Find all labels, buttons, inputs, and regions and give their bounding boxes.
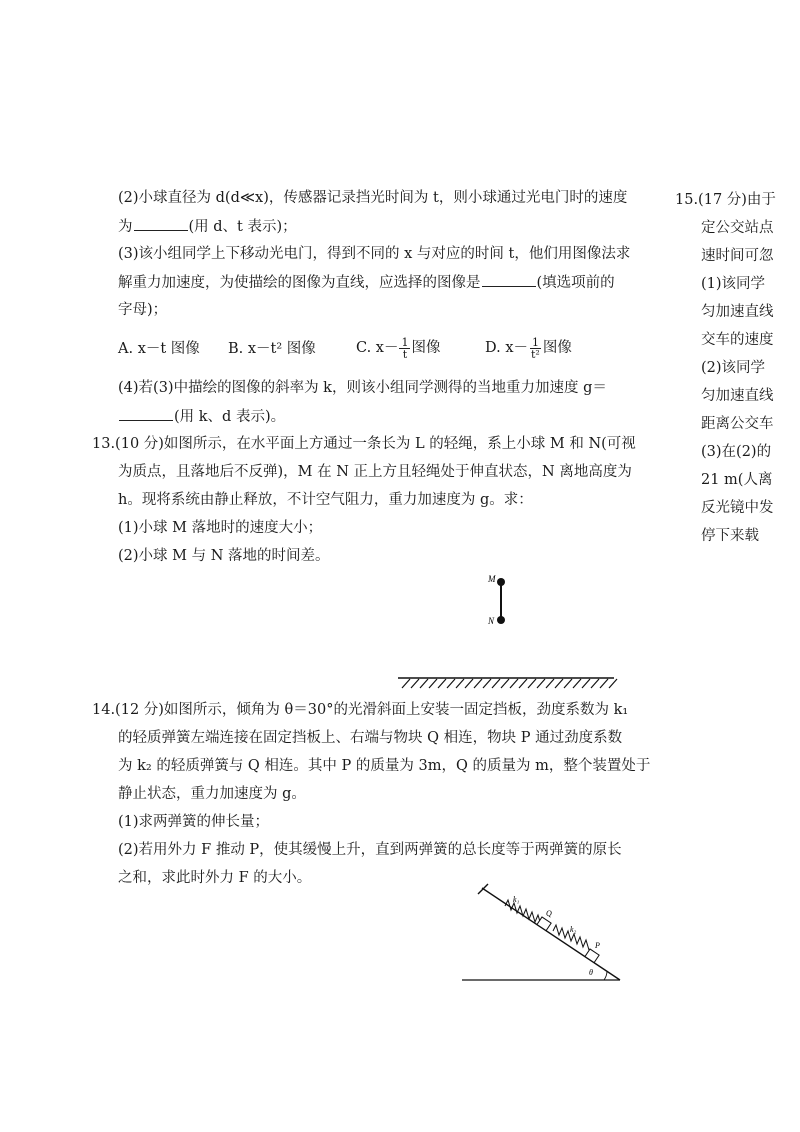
option-d-numerator: 1 bbox=[531, 335, 539, 349]
q14-line1: 14.(12 分)如图所示，倾角为 θ＝30°的光滑斜面上安装一固定挡板，劲度系数为 k₁ bbox=[92, 702, 629, 718]
hatch-mark bbox=[402, 679, 410, 688]
q15-line6: 交车的速度 bbox=[701, 332, 774, 348]
hatch-mark bbox=[420, 679, 428, 688]
block-p bbox=[585, 949, 599, 963]
q15-line3: 速时间可忽 bbox=[701, 248, 774, 264]
q12-part3-line1: (3)该小组同学上下移动光电门，得到不同的 x 与对应的时间 t，他们用图像法求 bbox=[118, 246, 631, 262]
hatch-mark bbox=[546, 679, 554, 688]
option-c-denominator: t bbox=[402, 347, 408, 361]
q14-sub2: (2)若用外力 F 推动 P，使其缓慢上升，直到两弹簧的总长度等于两弹簧的原长 bbox=[118, 842, 622, 858]
option-d-fraction bbox=[529, 337, 542, 360]
label-theta: θ bbox=[589, 968, 593, 977]
option-c-prefix: C. x－ bbox=[356, 340, 399, 356]
q14-sub1: (1)求两弹簧的伸长量； bbox=[118, 814, 270, 830]
answer-blank bbox=[134, 216, 188, 231]
q14-sub3: 之和，求此时外力 F 的大小。 bbox=[118, 870, 312, 886]
q13-sub2: (2)小球 M 与 N 落地的时间差。 bbox=[118, 548, 330, 564]
option-c-numerator: 1 bbox=[401, 335, 409, 349]
q13-line1: 13.(10 分)如图所示，在水平面上方通过一条长为 L 的轻绳，系上小球 M 和 N(可视 bbox=[92, 436, 636, 452]
q14-figure bbox=[462, 888, 632, 988]
hatch-mark bbox=[465, 679, 473, 688]
hatch-mark bbox=[411, 679, 419, 688]
hatch-mark bbox=[555, 679, 563, 688]
q12-part4-line1: (4)若(3)中描绘的图像的斜率为 k，则该小组同学测得的当地重力加速度 g＝ bbox=[118, 380, 607, 396]
q12-part3-line3: 字母)； bbox=[118, 302, 168, 318]
answer-blank bbox=[482, 272, 536, 287]
q15-line7: (2)该同学 bbox=[701, 360, 766, 376]
hatch-mark bbox=[474, 679, 482, 688]
hatch-mark bbox=[429, 679, 437, 688]
q14-line2: 的轻质弹簧左端连接在固定挡板上、右端与物块 Q 相连，物块 P 通过劲度系数 bbox=[118, 730, 623, 746]
q12-part4-suffix: (用 k、d 表示)。 bbox=[174, 409, 286, 425]
q13-line2: 为质点，且落地后不反弹)，M 在 N 正上方且轻绳处于伸直状态，N 离地高度为 bbox=[118, 464, 632, 480]
hatch-mark bbox=[537, 679, 545, 688]
hatch-mark bbox=[582, 679, 590, 688]
q12-part3-line2 bbox=[118, 272, 615, 293]
ground-hatch-marks bbox=[402, 679, 617, 688]
q15-clipped-column bbox=[665, 170, 800, 550]
q13-sub1: (1)小球 M 落地时的速度大小； bbox=[118, 520, 323, 536]
hatch-mark bbox=[447, 679, 455, 688]
q15-line11: 21 m(人离 bbox=[701, 472, 773, 488]
option-b: B. x－t² 图像 bbox=[228, 341, 316, 357]
label-n: N bbox=[488, 616, 495, 626]
q15-line1: 15.(17 分)由于 bbox=[675, 192, 776, 208]
q15-line9: 距离公交车 bbox=[701, 416, 774, 432]
q15-line8: 匀加速直线 bbox=[701, 388, 774, 404]
q12-part2-prefix: 为 bbox=[118, 219, 133, 235]
hatch-mark bbox=[564, 679, 572, 688]
q12-part4-line2 bbox=[118, 406, 285, 427]
answer-blank bbox=[119, 406, 173, 421]
option-c bbox=[356, 330, 440, 366]
q13-figure bbox=[484, 572, 524, 632]
ball-m bbox=[497, 578, 505, 586]
q13-line3: h。现将系统由静止释放，不计空气阻力，重力加速度为 g。求： bbox=[118, 492, 533, 508]
hatch-mark bbox=[483, 679, 491, 688]
label-p: P bbox=[595, 941, 600, 950]
q12-part2-line2 bbox=[118, 216, 297, 237]
hatch-mark bbox=[600, 679, 608, 688]
option-c-fraction bbox=[399, 337, 410, 360]
q15-line10: (3)在(2)的 bbox=[701, 444, 772, 460]
option-c-suffix: 图像 bbox=[411, 340, 441, 356]
hatch-mark bbox=[609, 679, 617, 688]
q15-line5: 匀加速直线 bbox=[701, 304, 774, 320]
q15-line2: 定公交站点 bbox=[701, 220, 774, 236]
q14-line4: 静止状态，重力加速度为 g。 bbox=[118, 786, 306, 802]
q12-part2-suffix: (用 d、t 表示)； bbox=[188, 219, 297, 235]
incline-line bbox=[482, 888, 620, 980]
spring-k1 bbox=[505, 900, 541, 925]
q12-part3-prefix: 解重力加速度，为使描绘的图像为直线，应选择的图像是 bbox=[118, 275, 481, 291]
q14-line3: 为 k₂ 的轻质弹簧与 Q 相连。其中 P 的质量为 3m，Q 的质量为 m，整个装置处于 bbox=[118, 758, 651, 774]
stopper-plate bbox=[478, 884, 488, 894]
q12-part3-suffix: (填选项前的 bbox=[536, 275, 615, 291]
hatch-mark bbox=[501, 679, 509, 688]
hatch-mark bbox=[573, 679, 581, 688]
q15-line12: 反光镜中发 bbox=[701, 500, 774, 516]
q15-line13: 停下来载 bbox=[701, 528, 759, 544]
hatch-mark bbox=[438, 679, 446, 688]
ball-n bbox=[497, 616, 505, 624]
option-d-prefix: D. x－ bbox=[485, 340, 529, 356]
hatch-mark bbox=[510, 679, 518, 688]
option-d bbox=[485, 330, 572, 366]
hatch-mark bbox=[456, 679, 464, 688]
angle-arc bbox=[604, 971, 607, 980]
option-d-suffix: 图像 bbox=[542, 340, 572, 356]
hatch-mark bbox=[519, 679, 527, 688]
label-m: M bbox=[488, 574, 496, 584]
label-k2: k₂ bbox=[570, 925, 577, 934]
q12-part2-line1: (2)小球直径为 d(d≪x)，传感器记录挡光时间为 t，则小球通过光电门时的速度 bbox=[118, 190, 628, 206]
option-d-denominator: t² bbox=[531, 347, 540, 361]
hatch-mark bbox=[528, 679, 536, 688]
label-q: Q bbox=[546, 909, 552, 918]
option-a: A. x－t 图像 bbox=[118, 341, 200, 357]
q15-line4: (1)该同学 bbox=[701, 276, 766, 292]
ground-hatching bbox=[398, 676, 618, 690]
label-k1: k₁ bbox=[513, 895, 520, 904]
hatch-mark bbox=[591, 679, 599, 688]
hatch-mark bbox=[492, 679, 500, 688]
